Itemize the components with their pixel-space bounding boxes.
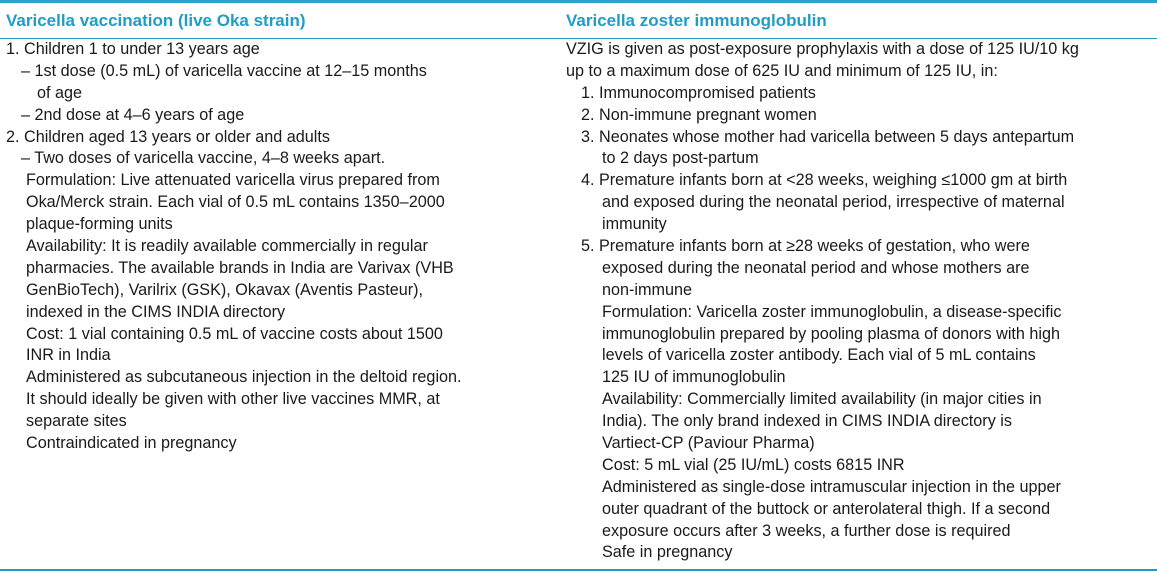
text-line: Vartiect-CP (Paviour Pharma) [602,434,815,453]
text-line: Formulation: Varicella zoster immunoglobulin, a disease-specific [602,302,1062,321]
text-line: GenBioTech), Varilrix (GSK), Okavax (Aventis Pasteur), [26,280,424,299]
text-line: and exposed during the neonatal period, irrespective of maternal [602,193,1065,212]
text-line: Oka/Merck strain. Each vial of 0.5 mL contains 1350–2000 [26,193,445,212]
text-line: – 1st dose (0.5 mL) of varicella vaccine at 12–15 months [21,61,427,80]
text-line: Cost: 1 vial containing 0.5 mL of vaccine costs about 1500 [26,324,443,343]
table-header [0,3,1157,37]
text-line: 1. Immunocompromised patients [581,83,816,102]
text-line: separate sites [26,412,127,431]
text-line: indexed in the CIMS INDIA directory [26,302,286,321]
text-line: exposed during the neonatal period and whose mothers are [602,258,1030,277]
text-line: – 2nd dose at 4–6 years of age [21,105,245,124]
text-line: levels of varicella zoster antibody. Each vial of 5 mL contains [602,346,1036,365]
text-line: 5. Premature infants born at ≥28 weeks of gestation, who were [581,237,1030,256]
text-line: 4. Premature infants born at <28 weeks, weighing ≤1000 gm at birth [581,171,1068,190]
text-line: of age [37,83,83,102]
text-line: It should ideally be given with other live vaccines MMR, at [26,390,440,409]
text-line: pharmacies. The available brands in India are Varivax (VHB [26,258,454,277]
text-line: outer quadrant of the buttock or anterolateral thigh. If a second [602,499,1051,518]
text-line: exposure occurs after 3 weeks, a further dose is required [602,521,1011,540]
text-line: 125 IU of immunoglobulin [602,368,786,387]
text-line: 1. Children 1 to under 13 years age [6,40,260,58]
text-line: Availability: Commercially limited availability (in major cities in [602,390,1042,409]
text-line: Availability: It is readily available commercially in regular [26,237,428,256]
text-line: 3. Neonates whose mother had varicella between 5 days antepartum [581,127,1075,146]
text-line: non-immune [602,280,692,299]
text-line: Formulation: Live attenuated varicella virus prepared from [26,171,440,190]
column-varicella-vaccination [0,39,548,455]
text-line: – Two doses of varicella vaccine, 4–8 weeks apart. [21,149,386,168]
header-left: Varicella vaccination (live Oka strain) [6,11,306,30]
text-line: plaque-forming units [26,215,173,234]
text-line: 2. Non-immune pregnant women [581,105,817,124]
text-line: Contraindicated in pregnancy [26,434,237,453]
text-line: INR in India [26,346,111,365]
text-line: Cost: 5 mL vial (25 IU/mL) costs 6815 INR [602,455,905,474]
text-line: Administered as single-dose intramuscular injection in the upper [602,477,1061,496]
text-line: up to a maximum dose of 625 IU and minimum of 125 IU, in: [566,61,998,80]
text-line: to 2 days post-partum [602,149,759,168]
header-right: Varicella zoster immunoglobulin [566,11,827,30]
text-line: Safe in pregnancy [602,543,733,562]
text-line: India). The only brand indexed in CIMS INDIA directory is [602,412,1012,431]
text-line: Administered as subcutaneous injection in the deltoid region. [26,368,462,387]
text-line: immunoglobulin prepared by pooling plasma of donors with high [602,324,1061,343]
column-varicella-zoster-immunoglobulin [560,39,1157,564]
text-line: immunity [602,215,667,234]
text-line: 2. Children aged 13 years or older and adults [6,127,330,146]
text-line: VZIG is given as post-exposure prophylaxis with a dose of 125 IU/10 kg [566,40,1079,58]
